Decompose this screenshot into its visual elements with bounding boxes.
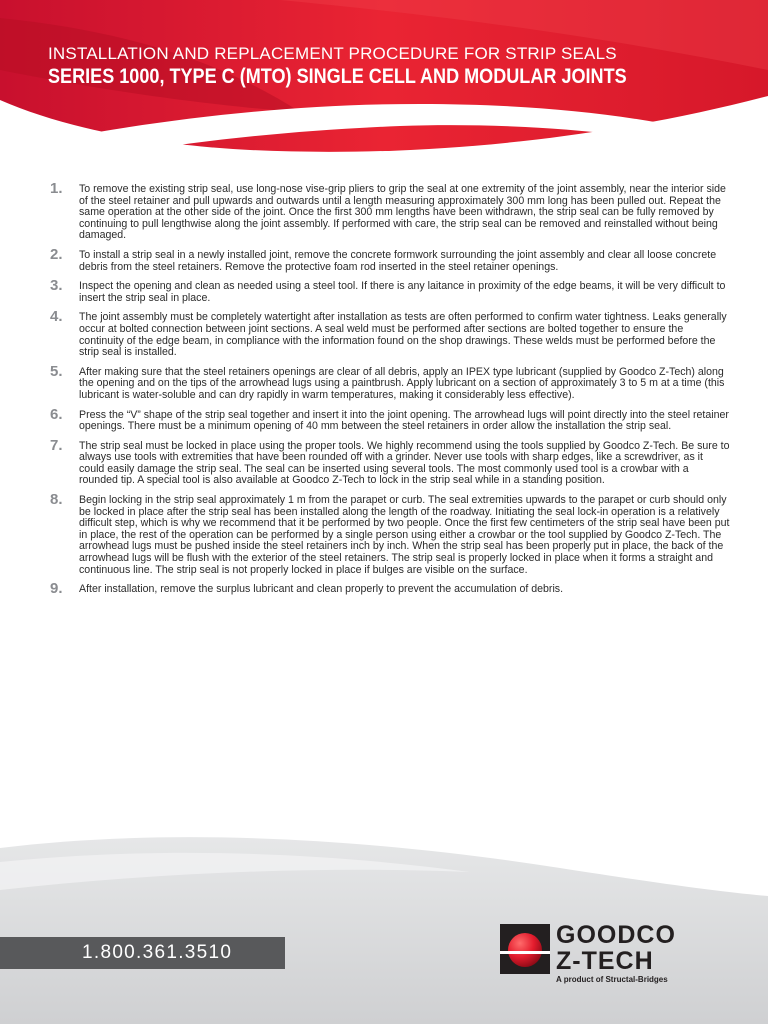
step-text: Begin locking in the strip seal approximately 1 m from the parapet or curb. The seal extremities upwards to the parapet or curb should only be locked in place after the strip seal has been installed along the length of the roadway. Initiating the seal lock-in operation is a relatively difficult step, which is why we recommend that it be performed by two people. Once the first few centimeters of the strip seal have been put in place, the rest of the operation can be performed by a single person using either a crowbar or the tool supplied by Goodco Z-Tech. The arrowhead lugs must be pushed inside the steel retainers inch by inch. When the strip seal has been properly put in place, the back of the arrowhead lugs will be flush with the exterior of the steel retainers. The strip seal is properly locked in place when it forms a straight and continuous line. The strip seal is not properly locked in place if bulges are visible on the surface. bbox=[79, 494, 730, 576]
step-item bbox=[50, 308, 730, 359]
step-text: The strip seal must be locked in place using the proper tools. We highly recommend using the tools supplied by Goodco Z-Tech. Be sure to always use tools with extremities that have been rounded off with a grinder. Never use tools with sharp edges, like a screwdriver, as it could easily damage the strip seal. The seal can be inserted using several tools. The most commonly used tool is a crowbar with a rounded tip. A special tool is also available at Goodco Z-Tech to lock in the strip seal while in a standing position. bbox=[79, 439, 730, 487]
header-subtitle: INSTALLATION AND REPLACEMENT PROCEDURE FOR STRIP SEALS bbox=[48, 44, 617, 63]
step-text: To install a strip seal in a newly installed joint, remove the concrete formwork surrounding the joint assembly and clear all loose concrete debris from the steel retainers. Remove the protective foam rod inserted in the steel retainer openings. bbox=[79, 248, 717, 273]
step-item bbox=[50, 405, 730, 433]
step-item bbox=[50, 436, 730, 487]
step-number: 1. bbox=[50, 180, 63, 197]
header-title: SERIES 1000, TYPE C (MTO) SINGLE CELL AND MODULAR JOINTS bbox=[48, 65, 627, 88]
step-text: Press the “V” shape of the strip seal together and insert it into the joint opening. The arrowhead lugs will point directly into the steel retainer openings. There must be a minimum opening of 40 mm between the steel retainers in order allow the installation the strip seal. bbox=[79, 408, 729, 433]
phone-number[interactable]: 1.800.361.3510 bbox=[82, 942, 233, 963]
step-number: 2. bbox=[50, 245, 63, 263]
step-number: 8. bbox=[50, 491, 63, 509]
step-text: The joint assembly must be completely watertight after installation as tests are often performed to confirm water tightness. Leaks generally occur at bolted connection between joint sections. A seal weld must be performed after sections are bolted together to ensure the continuity of the edge beam, in compliance with the information found on the shop drawings. These welds must be performed before the strip seal is installed. bbox=[79, 311, 727, 359]
step-item bbox=[50, 580, 730, 598]
step-text: To remove the existing strip seal, use long-nose vise-grip pliers to grip the seal at one extremity of the joint assembly, near the interior side of the steel retainer and pull upwards and outwards until a length measuring approximately 300 mm long has been pulled out. Repeat the same operation at the other side of the joint. Once the first 300 mm lengths have been withdrawn, the strip seal can be fully removed by continuing to pull lengthwise along the joint assembly. If performed with care, the strip seal can be removed and reinstalled without being damaged. bbox=[79, 183, 726, 242]
step-number: 4. bbox=[50, 308, 63, 326]
step-item bbox=[50, 180, 730, 242]
step-item bbox=[50, 491, 730, 576]
step-number: 3. bbox=[50, 277, 63, 295]
logo-tagline: A product of Structal-Bridges bbox=[556, 975, 668, 984]
logo-sphere-icon bbox=[500, 924, 550, 974]
step-text: After installation, remove the surplus lubricant and clean properly to prevent the accumulation of debris. bbox=[79, 583, 564, 596]
company-logo bbox=[500, 918, 730, 988]
logo-text-goodco: GOODCO bbox=[556, 921, 676, 949]
procedure-steps bbox=[50, 180, 730, 604]
step-number: 5. bbox=[50, 362, 63, 380]
step-number: 9. bbox=[50, 580, 63, 598]
step-number: 6. bbox=[50, 405, 63, 423]
step-item bbox=[50, 245, 730, 273]
step-text: After making sure that the steel retainers openings are clear of all debris, apply an IPEX type lubricant (supplied by Goodco Z-Tech) along the opening and on the tips of the arrowhead lugs using a paintbrush. Apply lubricant on a section of approximately 3 to 5 m at a time (this lubricant is water-soluble and can dry rapidly in warm temperatures, making it considerably less effective). bbox=[79, 365, 725, 401]
phone-bar bbox=[0, 937, 285, 969]
logo-text-ztech: Z-TECH bbox=[556, 947, 654, 975]
step-text: Inspect the opening and clean as needed using a steel tool. If there is any laitance in proximity of the edge beams, it will be very difficult to insert the strip seal in place. bbox=[79, 280, 726, 304]
page-header bbox=[48, 44, 748, 90]
step-item bbox=[50, 362, 730, 402]
step-item bbox=[50, 277, 730, 304]
step-number: 7. bbox=[50, 436, 63, 454]
